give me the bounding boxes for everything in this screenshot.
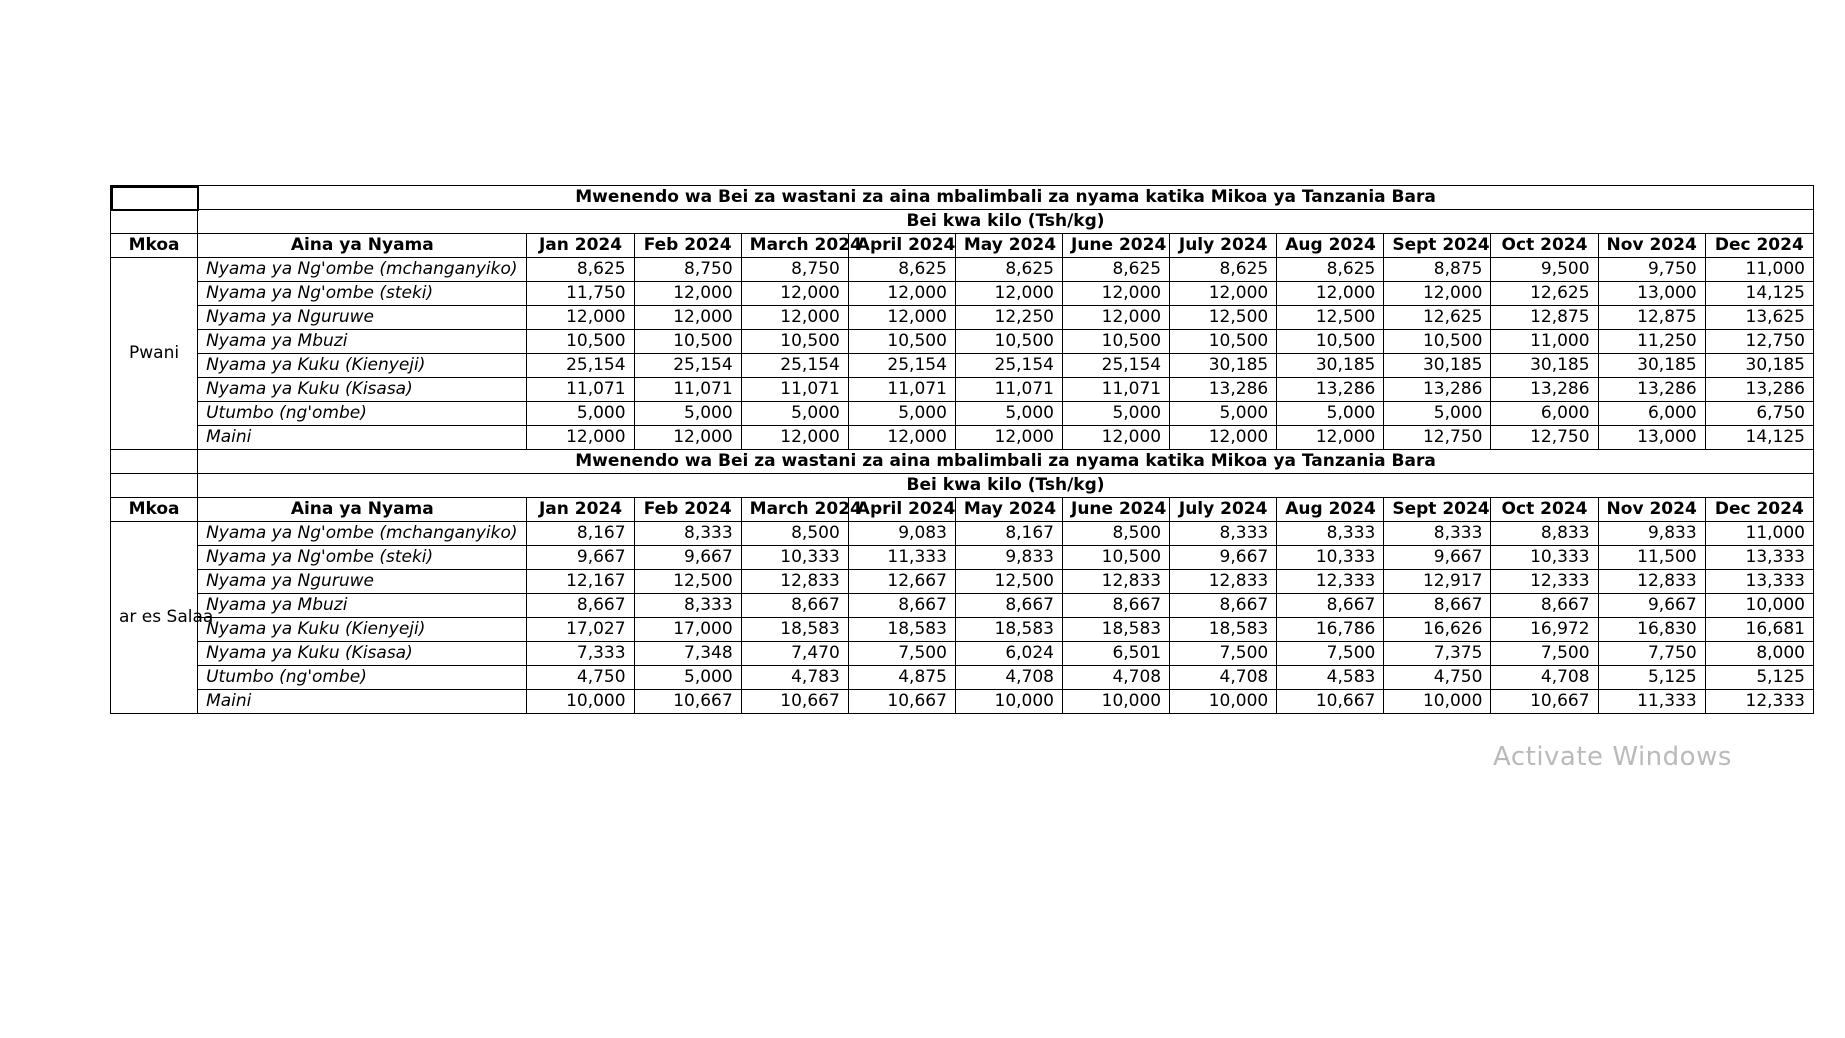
- price-cell[interactable]: 16,972: [1491, 618, 1598, 642]
- price-cell[interactable]: 12,000: [848, 306, 955, 330]
- table-row: [111, 378, 1814, 402]
- price-cell[interactable]: 9,500: [1491, 258, 1598, 282]
- price-cell[interactable]: 11,000: [1491, 330, 1598, 354]
- price-cell[interactable]: 12,000: [848, 426, 955, 450]
- price-cell[interactable]: 5,000: [741, 402, 848, 426]
- column-header[interactable]: April 2024: [848, 498, 955, 522]
- price-cell[interactable]: 6,750: [1705, 402, 1813, 426]
- price-cell[interactable]: 9,833: [1598, 522, 1705, 546]
- price-cell[interactable]: 8,500: [1063, 522, 1170, 546]
- header-row: [111, 498, 1814, 522]
- price-cell[interactable]: 13,286: [1705, 378, 1813, 402]
- price-cell[interactable]: 8,667: [1491, 594, 1598, 618]
- column-header[interactable]: Sept 2024: [1384, 234, 1491, 258]
- column-header[interactable]: Aug 2024: [1277, 498, 1384, 522]
- price-cell[interactable]: 11,071: [741, 378, 848, 402]
- product-cell[interactable]: Nyama ya Nguruwe: [198, 306, 527, 330]
- price-cell[interactable]: 11,000: [1705, 522, 1813, 546]
- column-header[interactable]: Aina ya Nyama: [198, 234, 527, 258]
- product-cell[interactable]: Maini: [198, 690, 527, 714]
- activate-windows-watermark: Activate Windows: [1493, 742, 1732, 772]
- table-row: [111, 258, 1814, 282]
- column-header[interactable]: Nov 2024: [1598, 498, 1705, 522]
- price-cell[interactable]: 11,071: [634, 378, 741, 402]
- price-cell[interactable]: 16,626: [1384, 618, 1491, 642]
- price-cell[interactable]: 12,000: [1170, 282, 1277, 306]
- product-cell[interactable]: Nyama ya Kuku (Kienyeji): [198, 618, 527, 642]
- cell-selection-box: [111, 186, 199, 211]
- price-cell[interactable]: 11,500: [1598, 546, 1705, 570]
- column-header[interactable]: March 2024: [741, 234, 848, 258]
- price-cell[interactable]: 13,286: [1598, 378, 1705, 402]
- price-cell[interactable]: 12,833: [1170, 570, 1277, 594]
- price-cell[interactable]: 12,000: [1170, 426, 1277, 450]
- price-cell[interactable]: 4,783: [741, 666, 848, 690]
- column-header[interactable]: July 2024: [1170, 234, 1277, 258]
- price-cell[interactable]: 4,750: [1384, 666, 1491, 690]
- column-header[interactable]: July 2024: [1170, 498, 1277, 522]
- price-cell[interactable]: 10,667: [741, 690, 848, 714]
- price-cell[interactable]: 12,000: [1384, 282, 1491, 306]
- table-row: [111, 306, 1814, 330]
- price-cell[interactable]: 12,750: [1705, 330, 1813, 354]
- price-cell[interactable]: 12,833: [741, 570, 848, 594]
- price-cell[interactable]: 5,000: [527, 402, 634, 426]
- price-cell[interactable]: 8,833: [1491, 522, 1598, 546]
- price-cell[interactable]: 4,875: [848, 666, 955, 690]
- price-cell[interactable]: 8,625: [848, 258, 955, 282]
- price-cell[interactable]: 12,000: [1277, 426, 1384, 450]
- price-cell[interactable]: 10,667: [848, 690, 955, 714]
- product-cell[interactable]: Nyama ya Ng'ombe (mchanganyiko): [198, 522, 527, 546]
- price-table: [110, 185, 1814, 714]
- price-cell[interactable]: 25,154: [741, 354, 848, 378]
- price-cell[interactable]: 30,185: [1705, 354, 1813, 378]
- price-cell[interactable]: 8,333: [1277, 522, 1384, 546]
- price-cell[interactable]: 9,667: [1598, 594, 1705, 618]
- price-cell[interactable]: 10,500: [955, 330, 1062, 354]
- price-cell[interactable]: 12,000: [741, 282, 848, 306]
- price-cell[interactable]: 9,667: [1170, 546, 1277, 570]
- price-cell[interactable]: 12,000: [634, 282, 741, 306]
- price-cell[interactable]: 12,833: [1598, 570, 1705, 594]
- price-cell[interactable]: 5,000: [1384, 402, 1491, 426]
- price-cell[interactable]: 4,708: [1063, 666, 1170, 690]
- price-cell[interactable]: 10,000: [527, 690, 634, 714]
- price-cell[interactable]: 8,167: [955, 522, 1062, 546]
- price-cell[interactable]: 4,583: [1277, 666, 1384, 690]
- price-cell[interactable]: 18,583: [741, 618, 848, 642]
- price-cell[interactable]: 10,667: [1277, 690, 1384, 714]
- price-cell[interactable]: 7,500: [1170, 642, 1277, 666]
- table-row: [111, 618, 1814, 642]
- table-title: Mwenendo wa Bei za wastani za aina mbalimbali za nyama katika Mikoa ya Tanzania Bara: [198, 450, 1814, 474]
- price-cell[interactable]: 12,000: [741, 426, 848, 450]
- price-cell[interactable]: 5,000: [1170, 402, 1277, 426]
- table-row: [111, 282, 1814, 306]
- price-cell[interactable]: 8,167: [527, 522, 634, 546]
- column-header[interactable]: Mkoa: [111, 498, 198, 522]
- price-cell[interactable]: 12,875: [1598, 306, 1705, 330]
- column-header[interactable]: Feb 2024: [634, 498, 741, 522]
- column-header[interactable]: Feb 2024: [634, 234, 741, 258]
- price-cell[interactable]: 9,667: [634, 546, 741, 570]
- price-cell[interactable]: 7,348: [634, 642, 741, 666]
- price-cell[interactable]: 17,027: [527, 618, 634, 642]
- price-cell[interactable]: 9,833: [955, 546, 1062, 570]
- column-header[interactable]: Oct 2024: [1491, 234, 1598, 258]
- column-header[interactable]: Jan 2024: [527, 498, 634, 522]
- product-cell[interactable]: Nyama ya Ng'ombe (mchanganyiko): [198, 258, 527, 282]
- column-header[interactable]: March 2024: [741, 498, 848, 522]
- subtitle-row: [111, 210, 1814, 234]
- price-cell[interactable]: 5,000: [848, 402, 955, 426]
- price-cell[interactable]: 8,667: [955, 594, 1062, 618]
- price-cell[interactable]: 5,000: [955, 402, 1062, 426]
- price-cell[interactable]: 12,625: [1384, 306, 1491, 330]
- spreadsheet-grid: [110, 185, 1814, 714]
- price-cell[interactable]: 5,125: [1705, 666, 1813, 690]
- column-header[interactable]: April 2024: [848, 234, 955, 258]
- selected-cell[interactable]: [111, 186, 198, 210]
- product-cell[interactable]: Utumbo (ng'ombe): [198, 402, 527, 426]
- price-cell[interactable]: 10,500: [1384, 330, 1491, 354]
- price-cell[interactable]: 10,500: [1277, 330, 1384, 354]
- price-cell[interactable]: 30,185: [1277, 354, 1384, 378]
- price-cell[interactable]: 6,501: [1063, 642, 1170, 666]
- price-cell[interactable]: 8,000: [1705, 642, 1813, 666]
- price-cell[interactable]: 8,625: [1277, 258, 1384, 282]
- price-cell[interactable]: 4,750: [527, 666, 634, 690]
- price-cell[interactable]: 8,667: [1384, 594, 1491, 618]
- price-cell[interactable]: 10,000: [1705, 594, 1813, 618]
- price-cell[interactable]: 12,000: [1063, 282, 1170, 306]
- product-cell[interactable]: Nyama ya Nguruwe: [198, 570, 527, 594]
- price-cell[interactable]: 12,500: [1170, 306, 1277, 330]
- price-cell[interactable]: 13,333: [1705, 546, 1813, 570]
- column-header[interactable]: Oct 2024: [1491, 498, 1598, 522]
- price-cell[interactable]: 12,250: [955, 306, 1062, 330]
- price-cell[interactable]: 18,583: [1170, 618, 1277, 642]
- column-header[interactable]: May 2024: [955, 234, 1062, 258]
- table-row: [111, 402, 1814, 426]
- price-cell[interactable]: 14,125: [1705, 282, 1813, 306]
- price-cell[interactable]: 9,750: [1598, 258, 1705, 282]
- price-cell[interactable]: 8,875: [1384, 258, 1491, 282]
- price-cell[interactable]: 5,000: [1277, 402, 1384, 426]
- price-cell[interactable]: 11,250: [1598, 330, 1705, 354]
- price-cell[interactable]: 11,071: [848, 378, 955, 402]
- price-cell[interactable]: 10,500: [634, 330, 741, 354]
- column-header[interactable]: Dec 2024: [1705, 234, 1813, 258]
- price-cell[interactable]: 12,000: [955, 426, 1062, 450]
- column-header[interactable]: June 2024: [1063, 498, 1170, 522]
- price-cell[interactable]: 7,750: [1598, 642, 1705, 666]
- price-cell[interactable]: 10,667: [1491, 690, 1598, 714]
- product-cell[interactable]: Maini: [198, 426, 527, 450]
- region-cell[interactable]: Pwani: [111, 258, 198, 450]
- price-cell[interactable]: 10,500: [1063, 330, 1170, 354]
- product-cell[interactable]: Nyama ya Kuku (Kisasa): [198, 642, 527, 666]
- price-cell[interactable]: 8,750: [634, 258, 741, 282]
- price-cell[interactable]: 12,000: [1277, 282, 1384, 306]
- price-cell[interactable]: 10,000: [1170, 690, 1277, 714]
- header-row: [111, 234, 1814, 258]
- product-cell[interactable]: Nyama ya Mbuzi: [198, 594, 527, 618]
- column-header[interactable]: Dec 2024: [1705, 498, 1813, 522]
- price-cell[interactable]: 25,154: [634, 354, 741, 378]
- price-cell[interactable]: 12,333: [1491, 570, 1598, 594]
- price-cell[interactable]: 11,333: [848, 546, 955, 570]
- price-cell[interactable]: 5,125: [1598, 666, 1705, 690]
- price-cell[interactable]: 13,333: [1705, 570, 1813, 594]
- price-cell[interactable]: 25,154: [955, 354, 1062, 378]
- price-cell[interactable]: 6,000: [1491, 402, 1598, 426]
- table-row: [111, 666, 1814, 690]
- price-cell[interactable]: 30,185: [1170, 354, 1277, 378]
- price-cell[interactable]: 10,333: [1491, 546, 1598, 570]
- price-cell[interactable]: 7,375: [1384, 642, 1491, 666]
- column-header[interactable]: Aina ya Nyama: [198, 498, 527, 522]
- price-cell[interactable]: 25,154: [527, 354, 634, 378]
- price-cell[interactable]: 10,000: [1063, 690, 1170, 714]
- price-cell[interactable]: 9,667: [1384, 546, 1491, 570]
- price-cell[interactable]: 30,185: [1598, 354, 1705, 378]
- price-cell[interactable]: 13,000: [1598, 282, 1705, 306]
- product-cell[interactable]: Nyama ya Ng'ombe (steki): [198, 546, 527, 570]
- price-cell[interactable]: 9,667: [527, 546, 634, 570]
- price-cell[interactable]: 10,500: [527, 330, 634, 354]
- price-cell[interactable]: 5,000: [1063, 402, 1170, 426]
- column-header[interactable]: June 2024: [1063, 234, 1170, 258]
- price-cell[interactable]: 7,500: [848, 642, 955, 666]
- product-cell[interactable]: Nyama ya Kuku (Kienyeji): [198, 354, 527, 378]
- price-cell[interactable]: 10,000: [955, 690, 1062, 714]
- table-title: Mwenendo wa Bei za wastani za aina mbalimbali za nyama katika Mikoa ya Tanzania Bara: [198, 186, 1814, 210]
- price-cell[interactable]: 8,625: [1170, 258, 1277, 282]
- column-header[interactable]: Sept 2024: [1384, 498, 1491, 522]
- price-cell[interactable]: 12,500: [634, 570, 741, 594]
- price-cell[interactable]: 12,000: [527, 426, 634, 450]
- column-header[interactable]: Mkoa: [111, 234, 198, 258]
- price-cell[interactable]: 4,708: [1491, 666, 1598, 690]
- price-cell[interactable]: 11,071: [955, 378, 1062, 402]
- price-cell[interactable]: 11,071: [1063, 378, 1170, 402]
- price-cell[interactable]: 8,750: [741, 258, 848, 282]
- price-cell[interactable]: 12,000: [634, 426, 741, 450]
- price-cell[interactable]: 8,625: [1063, 258, 1170, 282]
- price-cell[interactable]: 18,583: [848, 618, 955, 642]
- price-cell[interactable]: 12,167: [527, 570, 634, 594]
- price-cell[interactable]: 13,286: [1384, 378, 1491, 402]
- price-cell[interactable]: 10,667: [634, 690, 741, 714]
- price-cell[interactable]: 16,681: [1705, 618, 1813, 642]
- price-cell[interactable]: 18,583: [1063, 618, 1170, 642]
- price-cell[interactable]: 12,000: [1063, 306, 1170, 330]
- price-cell[interactable]: 10,333: [741, 546, 848, 570]
- price-cell[interactable]: 16,830: [1598, 618, 1705, 642]
- price-cell[interactable]: 13,000: [1598, 426, 1705, 450]
- price-cell[interactable]: 12,750: [1491, 426, 1598, 450]
- product-cell[interactable]: Nyama ya Kuku (Kisasa): [198, 378, 527, 402]
- product-cell[interactable]: Utumbo (ng'ombe): [198, 666, 527, 690]
- price-cell[interactable]: 12,917: [1384, 570, 1491, 594]
- price-cell[interactable]: 6,000: [1598, 402, 1705, 426]
- price-cell[interactable]: 8,667: [741, 594, 848, 618]
- table-row: [111, 354, 1814, 378]
- table-subtitle: Bei kwa kilo (Tsh/kg): [198, 474, 1814, 498]
- price-cell[interactable]: 13,286: [1491, 378, 1598, 402]
- price-cell[interactable]: 10,500: [741, 330, 848, 354]
- price-cell[interactable]: 30,185: [1491, 354, 1598, 378]
- column-header[interactable]: Nov 2024: [1598, 234, 1705, 258]
- price-cell[interactable]: 12,000: [741, 306, 848, 330]
- price-cell[interactable]: 5,000: [634, 666, 741, 690]
- price-cell[interactable]: 12,333: [1277, 570, 1384, 594]
- price-cell[interactable]: 13,625: [1705, 306, 1813, 330]
- price-cell[interactable]: 12,000: [527, 306, 634, 330]
- price-cell[interactable]: 30,185: [1384, 354, 1491, 378]
- price-cell[interactable]: 7,333: [527, 642, 634, 666]
- price-cell[interactable]: 18,583: [955, 618, 1062, 642]
- price-cell[interactable]: 8,667: [848, 594, 955, 618]
- price-cell[interactable]: 8,667: [1063, 594, 1170, 618]
- price-cell[interactable]: 12,000: [848, 282, 955, 306]
- price-cell[interactable]: 8,667: [1277, 594, 1384, 618]
- price-cell[interactable]: 9,083: [848, 522, 955, 546]
- price-cell[interactable]: 12,875: [1491, 306, 1598, 330]
- price-cell[interactable]: 8,625: [527, 258, 634, 282]
- price-cell[interactable]: 8,333: [1384, 522, 1491, 546]
- price-cell[interactable]: 8,333: [634, 594, 741, 618]
- price-cell[interactable]: 4,708: [955, 666, 1062, 690]
- empty-cell[interactable]: [111, 474, 198, 498]
- price-cell[interactable]: 14,125: [1705, 426, 1813, 450]
- price-cell[interactable]: 12,000: [1063, 426, 1170, 450]
- price-cell[interactable]: 10,333: [1277, 546, 1384, 570]
- price-cell[interactable]: 5,000: [634, 402, 741, 426]
- price-cell[interactable]: 13,286: [1277, 378, 1384, 402]
- title-row: [111, 186, 1814, 210]
- price-cell[interactable]: 11,000: [1705, 258, 1813, 282]
- column-header[interactable]: May 2024: [955, 498, 1062, 522]
- subtitle-row: [111, 474, 1814, 498]
- product-cell[interactable]: Nyama ya Mbuzi: [198, 330, 527, 354]
- price-cell[interactable]: 11,750: [527, 282, 634, 306]
- price-cell[interactable]: 12,500: [955, 570, 1062, 594]
- column-header[interactable]: Jan 2024: [527, 234, 634, 258]
- price-cell[interactable]: 13,286: [1170, 378, 1277, 402]
- price-cell[interactable]: 10,500: [848, 330, 955, 354]
- price-cell[interactable]: 4,708: [1170, 666, 1277, 690]
- price-cell[interactable]: 8,667: [527, 594, 634, 618]
- price-cell[interactable]: 12,833: [1063, 570, 1170, 594]
- price-cell[interactable]: 6,024: [955, 642, 1062, 666]
- price-cell[interactable]: 7,470: [741, 642, 848, 666]
- price-cell[interactable]: 7,500: [1491, 642, 1598, 666]
- table-row: [111, 522, 1814, 546]
- price-cell[interactable]: 11,333: [1598, 690, 1705, 714]
- price-cell[interactable]: 8,333: [634, 522, 741, 546]
- title-row: [111, 450, 1814, 474]
- price-cell[interactable]: 16,786: [1277, 618, 1384, 642]
- price-cell[interactable]: 12,667: [848, 570, 955, 594]
- table-row: [111, 690, 1814, 714]
- price-cell[interactable]: 8,500: [741, 522, 848, 546]
- price-cell[interactable]: 10,000: [1384, 690, 1491, 714]
- table-row: [111, 330, 1814, 354]
- table-row: [111, 594, 1814, 618]
- price-cell[interactable]: 12,625: [1491, 282, 1598, 306]
- table-row: [111, 642, 1814, 666]
- price-cell[interactable]: 8,625: [955, 258, 1062, 282]
- table-row: [111, 426, 1814, 450]
- table-row: [111, 570, 1814, 594]
- price-cell[interactable]: 11,071: [527, 378, 634, 402]
- price-cell[interactable]: 7,500: [1277, 642, 1384, 666]
- price-cell[interactable]: 10,500: [1170, 330, 1277, 354]
- table-subtitle: Bei kwa kilo (Tsh/kg): [198, 210, 1814, 234]
- column-header[interactable]: Aug 2024: [1277, 234, 1384, 258]
- price-cell[interactable]: 8,667: [1170, 594, 1277, 618]
- price-cell[interactable]: 12,333: [1705, 690, 1813, 714]
- product-cell[interactable]: Nyama ya Ng'ombe (steki): [198, 282, 527, 306]
- price-cell[interactable]: 12,500: [1277, 306, 1384, 330]
- price-cell[interactable]: 8,333: [1170, 522, 1277, 546]
- price-cell[interactable]: 25,154: [1063, 354, 1170, 378]
- price-cell[interactable]: 25,154: [848, 354, 955, 378]
- empty-cell[interactable]: [111, 450, 198, 474]
- region-cell[interactable]: ar es Salaa: [111, 522, 198, 714]
- price-cell[interactable]: 17,000: [634, 618, 741, 642]
- price-cell[interactable]: 12,000: [955, 282, 1062, 306]
- table-row: [111, 546, 1814, 570]
- price-cell[interactable]: 12,000: [634, 306, 741, 330]
- price-cell[interactable]: 12,750: [1384, 426, 1491, 450]
- price-cell[interactable]: 10,500: [1063, 546, 1170, 570]
- empty-cell[interactable]: [111, 210, 198, 234]
